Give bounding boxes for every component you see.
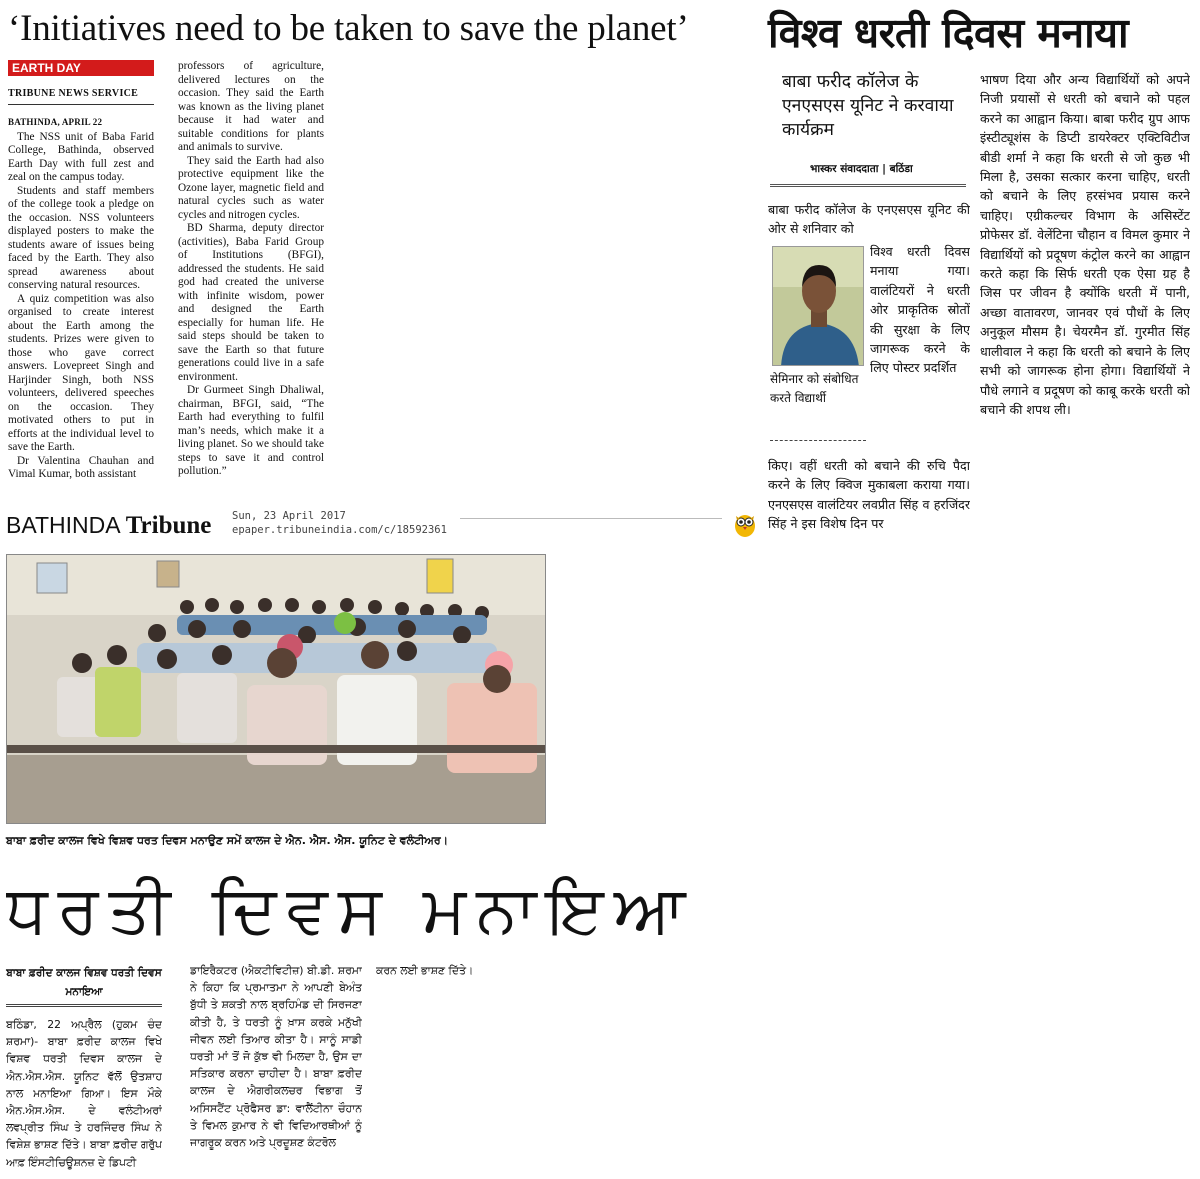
masthead-city: BATHINDA <box>6 512 120 538</box>
newspaper-masthead <box>6 510 211 541</box>
hindi-article-beside-photo: विश्व धरती दिवस मनाया गया। वालंटियरों ने धरती ओर प्राकृतिक स्रोतों की सुरक्षा के लिए जागरूक करने के लिए पोस्टर प्रदर्शित <box>870 244 970 376</box>
punjabi-article-column-1: ਬਠਿੰਡਾ, 22 ਅਪ੍ਰੈਲ (ਹੁਕਮ ਚੰਦ ਸ਼ਰਮਾ)- ਬਾਬਾ ਫ਼ਰੀਦ ਕਾਲਜ ਵਿਖੇ ਵਿਸ਼ਵ ਧਰਤੀ ਦਿਵਸ ਕਾਲਜ ਦੇ ਐਨ.ਐਸ.ਐਸ. ਯੂਨਿਟ ਵੱਲੋਂ ਉਤਸ਼ਾਹ ਨਾਲ ਮਨਾਇਆ ਗਿਆ। ਇਸ ਮੌਕੇ ਐਨ.ਐਸ.ਐਸ. ਦੇ ਵਲੰਟੀਅਰਾਂ ਲਵਪ੍ਰੀਤ ਸਿੰਘ ਤੇ ਹਰਜਿੰਦਰ ਸਿੰਘ ਨੇ ਵਿਸ਼ੇਸ਼ ਭਾਸ਼ਣ ਦਿੱਤੇ। ਬਾਬਾ ਫ਼ਰੀਦ ਗਰੁੱਪ ਆਫ਼ ਇੰਸਟੀਚਿਊਸ਼ਨਜ਼ ਦੇ ਡਿਪਟੀ <box>6 1018 162 1169</box>
punjabi-article-column-2: ਡਾਇਰੈਕਟਰ (ਐਕਟੀਵਿਟੀਜ਼) ਬੀ.ਡੀ. ਸ਼ਰਮਾ ਨੇ ਕਿਹਾ ਕਿ ਪ੍ਰਮਾਤਮਾ ਨੇ ਆਪਣੀ ਬੇਅੰਤ ਬੁੱਧੀ ਤੇ ਸ਼ਕਤੀ ਨਾਲ ਬ੍ਰਹਿਮੰਡ ਦੀ ਸਿਰਜਣਾ ਕੀਤੀ ਹੈ, ਤੇ ਧਰਤੀ ਨੂੰ ਖ਼ਾਸ ਕਰਕੇ ਮਨੁੱਖੀ ਜੀਵਨ ਲਈ ਤਿਆਰ ਕੀਤਾ ਹੈ। ਸਾਨੂੰ ਸਾਡੀ ਧਰਤੀ ਮਾਂ ਤੋਂ ਜੋ ਕੁੱਝ ਵੀ ਮਿਲਦਾ ਹੈ, ਉਸ ਦਾ ਸਤਿਕਾਰ ਕਰਨਾ ਚਾਹੀਦਾ ਹੈ। ਬਾਬਾ ਫ਼ਰੀਦ ਕਾਲਜ ਦੇ ਐਗਰੀਕਲਚਰ ਵਿਭਾਗ ਤੋਂ ਅਸਿਸਟੈਂਟ ਪ੍ਰੋਫੈਸਰ ਡਾ: ਵਾਲੈਂਟੀਨਾ ਚੌਹਾਨ ਤੇ ਵਿਮਲ ਕੁਮਾਰ ਨੇ ਵੀ ਵਿਦਿਆਰਥੀਆਂ ਨੂੰ ਜਾਗਰੂਕ ਕਰਨ ਅਤੇ ਪ੍ਰਦੂਸ਼ਣ ਕੰਟਰੋਲ <box>190 964 362 1150</box>
divider <box>460 518 722 519</box>
news-service-credit: TRIBUNE NEWS SERVICE <box>8 88 139 99</box>
article-paragraph: Students and staff members of the college took a pledge on the occasion. NSS volunteers displayed posters to make the students aware of issues being faced by the Earth. They also spread awareness about conserving natural resources. <box>8 184 154 291</box>
hindi-byline: भास्कर संवाददाता | बठिंडा <box>810 163 913 175</box>
edition-date: Sun, 23 April 2017 <box>232 510 346 522</box>
article-paragraph: The NSS unit of Baba Farid College, Bathinda, observed Earth Day with full zest and zeal on the campus today. <box>8 130 154 183</box>
english-article-column-1 <box>8 116 154 502</box>
article-paragraph: professors of agriculture, delivered lectures on the occasion. They said the Earth was known as the living planet because it had water and suitable conditions for plants and animals to survive. <box>178 60 324 153</box>
divider <box>770 440 866 441</box>
hindi-photo-caption: सेमिनार को संबोधित करते विद्यार्थी <box>770 372 859 405</box>
article-paragraph: They said the Earth had also protective equipment like the Ozone layer, magnetic field and natural cycles such as water cycles and nitrogen cycles. <box>178 154 324 221</box>
hindi-subheadline: बाबा फरीद कॉलेज के एनएसएस यूनिट ने करवाया कार्यक्रम <box>782 72 954 140</box>
hindi-article-intro: बाबा फरीद कॉलेज के एनएसएस यूनिट की ओर से शनिवार को <box>768 202 970 237</box>
divider <box>8 104 154 105</box>
epaper-url[interactable]: epaper.tribuneindia.com/c/18592361 <box>232 524 447 536</box>
hindi-headline: विश्व धरती दिवस मनाया <box>768 9 1129 57</box>
punjabi-article-column-3: ਕਰਨ ਲਈ ਭਾਸ਼ਣ ਦਿੱਤੇ। <box>376 964 474 977</box>
hindi-article-column-2: भाषण दिया और अन्य विद्यार्थियों को अपने निजी प्रयासों से धरती को बचाने को पहल करने का आह्वान किया। बाबा फरीद ग्रुप आफ इंस्टीट्यूशंस के डिप्टी डायरेक्टर एक्टिविटीज बीडी शर्मा ने कहा कि धरती से जो कुछ भी मिला है, उसका सत्कार करना चाहिए, धरती को बचाने के लिए हरसंभव प्रयास करने चाहिए। एग्रीकल्चर विभाग के असिस्टेंट प्रोफेसर डॉ. वेलेंटिना चौहान व विमल कुमार ने विद्यार्थियों को प्रदूषण कंट्रोल करने का आह्वान करते कहा कि सिर्फ धरती एक ऐसा ग्रह है जिस पर जीवन है क्योंकि धरती में पानी, अच्छा वातावरण, जानवर एवं पौधों के लिए अनुकूल मौसम है। चेयरमैन डॉ. गुरमीत सिंह धालीवाल ने कहा कि धरती को बचाने के लिए सभी को जागरूक होना होगा। विद्यार्थियों ने पौधे लगाने व प्रदूषण को काबू करके धरती को बचाने की शपथ ली। <box>980 72 1190 417</box>
article-paragraph: Dr Gurmeet Singh Dhaliwal, chairman, BFGI, said, “The Earth had everything to fulfil man’s needs, which make it a living planet. So we should take steps to save it and control pollution.” <box>178 384 324 477</box>
english-headline: ‘Initiatives need to be taken to save the planet’ <box>8 8 689 49</box>
divider <box>6 1004 162 1007</box>
section-tag: EARTH DAY <box>8 60 154 76</box>
student-portrait-image <box>773 247 864 366</box>
punjabi-headline: ਧਰਤੀ ਦਿਵਸ ਮਨਾਇਆ <box>6 871 696 948</box>
dateline: BATHINDA, APRIL 22 <box>8 117 103 127</box>
hindi-article-column-1-end: किए। वहीं धरती को बचाने की रुचि पैदा करने के लिए क्विज मुकाबला कराया गया। एनएसएस वालंटियर लवप्रीत सिंह व हरजिंदर सिंह ने इस विशेष दिन पर <box>768 458 970 532</box>
owl-icon <box>734 510 756 538</box>
seminar-audience-photo <box>6 554 546 824</box>
article-paragraph: Dr Valentina Chauhan and Vimal Kumar, both assistant <box>8 454 154 480</box>
article-paragraph: BD Sharma, deputy director (activities), Baba Farid Group of Institutions (BFGI), addressed the students. He said god had created the universe with infinite wisdom, power and designed the Earth especially for human life. He said steps should be taken to save the Earth so that future generations could live in a safe environment. <box>178 222 324 383</box>
punjabi-subheadline: ਬਾਬਾ ਫ਼ਰੀਦ ਕਾਲਜ ਵਿਸ਼ਵ ਧਰਤੀ ਦਿਵਸ ਮਨਾਇਆ <box>6 967 162 998</box>
article-paragraph: A quiz competition was also organised to create interest about the Earth among the students. Prizes were given to those who gave correct answers. Lovepreet Singh and Harjinder Singh, both NSS volunteers, delivered speeches on the occasion. They motivated others to put in efforts at the individual level to save the Earth. <box>8 292 154 453</box>
english-article-column-2 <box>178 60 324 504</box>
divider <box>770 184 966 187</box>
hindi-student-photo <box>772 246 864 366</box>
punjabi-photo-caption: ਬਾਬਾ ਫ਼ਰੀਦ ਕਾਲਜ ਵਿਖੇ ਵਿਸ਼ਵ ਧਰਤ ਦਿਵਸ ਮਨਾਉਣ ਸਮੇਂ ਕਾਲਜ ਦੇ ਐਨ. ਐਸ. ਐਸ. ਯੂਨਿਟ ਦੇ ਵਲੰਟੀਅਰ। <box>6 834 449 847</box>
seminar-photo-image <box>7 555 546 824</box>
masthead-title: Tribune <box>125 512 212 539</box>
